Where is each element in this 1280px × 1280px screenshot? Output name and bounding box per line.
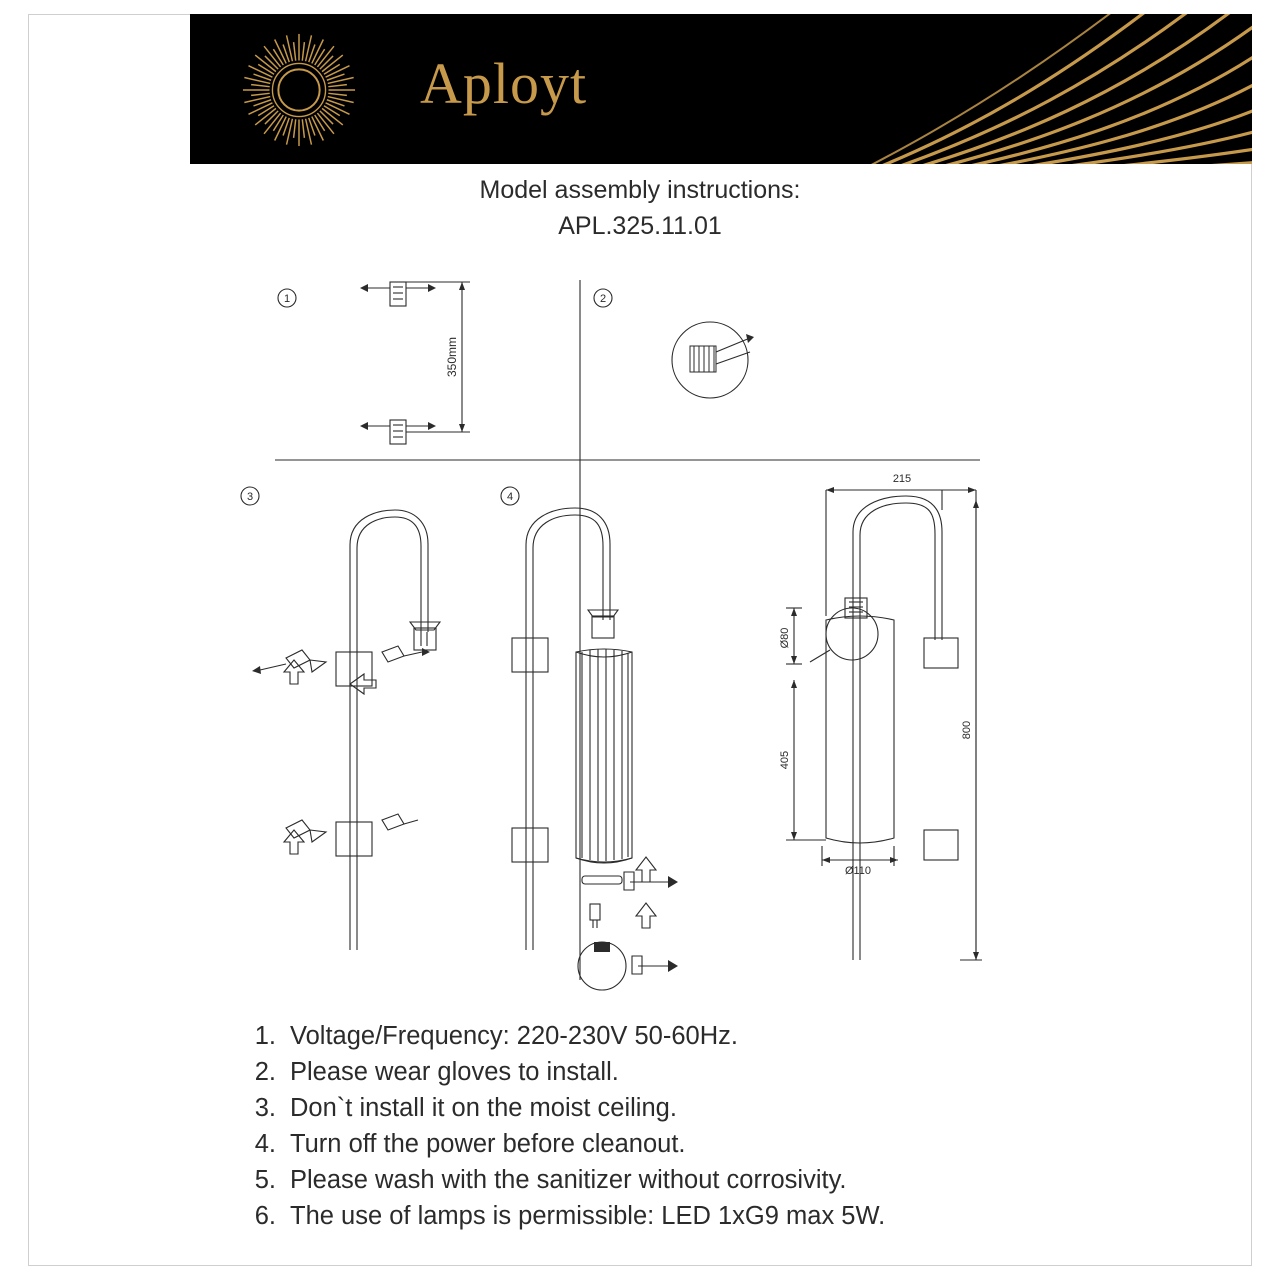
note-text: The use of lamps is permissible: LED 1xG9 max 5W. [290, 1202, 886, 1230]
arrow-up-icon [284, 660, 304, 684]
brand-banner [190, 14, 1252, 164]
dimension-110-label: Ø110 [844, 865, 872, 877]
note-text: Turn off the power before cleanout. [290, 1130, 686, 1158]
screw-anchor-icon-2 [360, 422, 436, 430]
screw-anchor-icon [360, 284, 436, 292]
list-item [248, 1054, 1148, 1090]
sunburst-logo-icon [240, 31, 358, 149]
model-code: APL.325.11.01 [558, 212, 722, 240]
glass-shade-icon [576, 649, 632, 863]
collar-dim-lower [924, 830, 958, 860]
list-item [248, 1126, 1148, 1162]
dimension-800-label: 800 [961, 720, 973, 740]
diffuser-plate-icon [582, 876, 622, 884]
collar-lower-icon [336, 822, 372, 856]
dimension-215-label: 215 [892, 473, 912, 485]
lamp-assembly-step3 [252, 510, 440, 950]
assembly-diagram [190, 260, 1190, 1000]
collar-dim-upper [924, 638, 958, 668]
g9-lamp-icon [590, 904, 600, 928]
step-badge-3-label: 3 [246, 491, 254, 503]
dimension-215 [826, 487, 976, 960]
list-item [248, 1018, 1148, 1054]
diffuser-ball-icon [578, 942, 626, 990]
wall-bracket-icon-2 [390, 420, 406, 444]
assembly-arrow-icon-2 [632, 956, 678, 974]
collar-upper-icon-4 [512, 638, 548, 672]
list-item [248, 1162, 1148, 1198]
note-text: Please wash with the sanitizer without corrosivity. [290, 1166, 847, 1194]
dimension-350mm [406, 282, 470, 432]
wall-bracket-icon [390, 282, 406, 306]
dimension-350mm-label: 350mm [445, 336, 459, 378]
note-number: 2. [254, 1058, 276, 1086]
note-number: 5. [254, 1166, 276, 1194]
assembly-arrow-icon-1 [624, 872, 678, 890]
dimension-80 [786, 608, 830, 664]
note-number: 3. [254, 1094, 276, 1122]
dimension-405 [786, 680, 826, 840]
dimensioned-view [779, 473, 982, 960]
dimension-405-label: 405 [779, 750, 791, 770]
safety-notes-list [248, 1018, 1148, 1234]
page-title: Model assembly instructions: [479, 176, 801, 204]
note-text: Please wear gloves to install. [290, 1058, 619, 1086]
screwdriver-icon-lower-right [382, 814, 418, 830]
step-badge-4-label: 4 [506, 491, 514, 503]
brand-name: Aployt [420, 51, 588, 116]
step-badge-1-label: 1 [283, 293, 291, 305]
arrow-up-icon-lower [284, 830, 304, 854]
lamp-assembly-step4 [512, 508, 678, 990]
note-number: 4. [254, 1130, 276, 1158]
note-number: 6. [254, 1202, 276, 1230]
note-text: Don`t install it on the moist ceiling. [290, 1094, 677, 1122]
note-number: 1. [254, 1022, 276, 1050]
arrow-up-icon-plate [636, 857, 656, 882]
screwdriver-icon-lower [286, 820, 326, 842]
collar-lower-icon-4 [512, 828, 548, 862]
note-text: Voltage/Frequency: 220-230V 50-60Hz. [290, 1022, 738, 1050]
list-item [248, 1198, 1148, 1234]
magnifier-detail-icon [672, 322, 754, 398]
dimension-80-label: Ø80 [779, 627, 791, 649]
screwdriver-icon-right [382, 646, 430, 662]
wall-mount-plate-icon [414, 628, 436, 650]
screwdriver-icon [252, 650, 326, 674]
palm-fan-decoration-icon [842, 14, 1252, 164]
step-badge-2-label: 2 [599, 293, 607, 305]
arrow-up-icon-lamp [636, 903, 656, 928]
list-item [248, 1090, 1148, 1126]
